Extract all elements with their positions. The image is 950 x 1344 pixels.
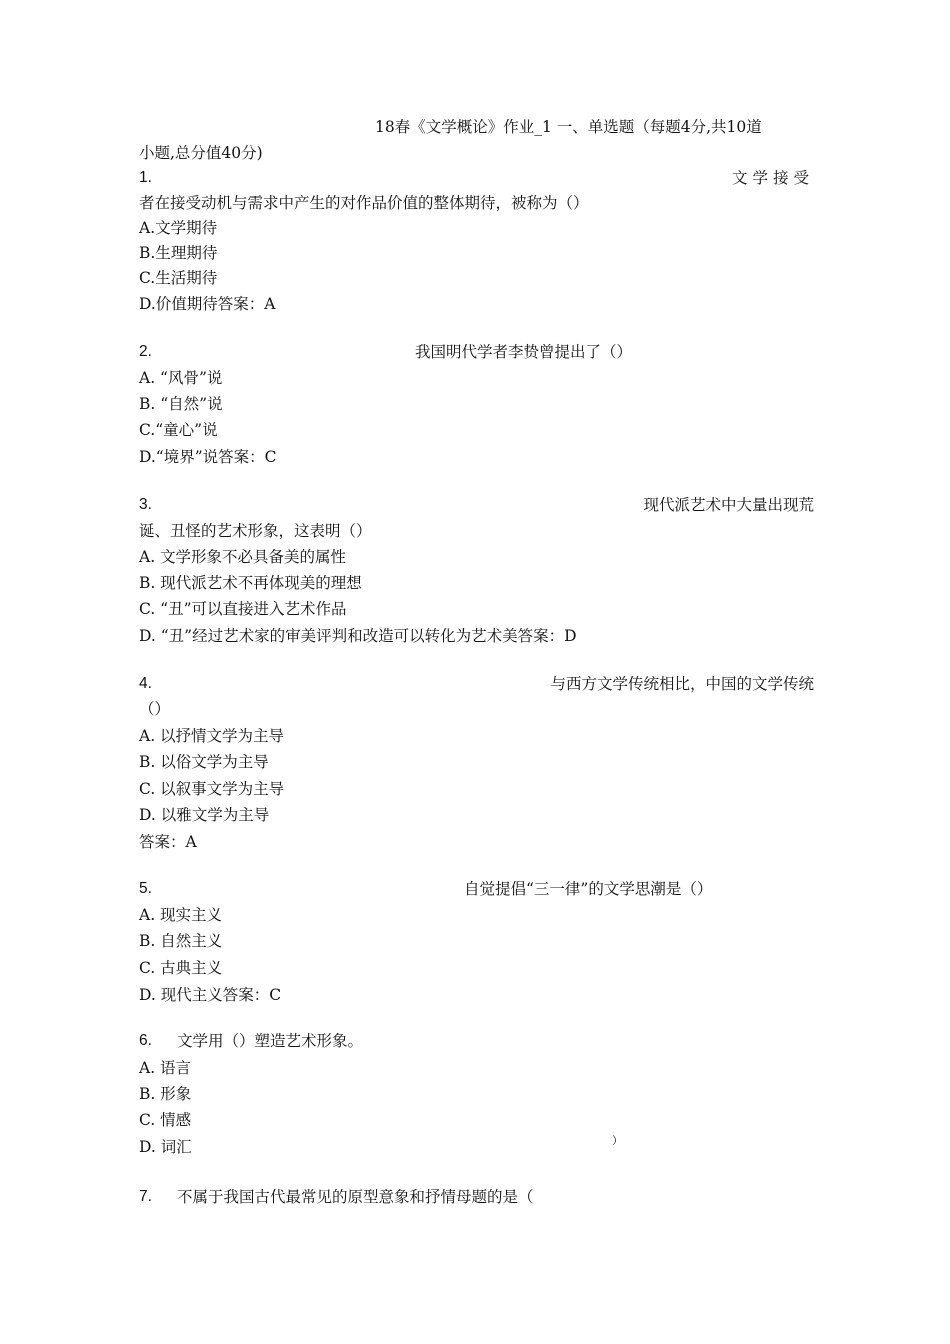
- q6-option-d: D. 词汇: [139, 1138, 192, 1156]
- q3-stem-cont: 诞、丑怪的艺术形象，这表明（）: [139, 522, 372, 540]
- q6-option-c: C. 情感: [139, 1111, 192, 1129]
- doc-title-line1: 18春《文学概论》作业_1 一、单选题（每题4分,共10道: [375, 118, 762, 136]
- q1-option-b: B.生理期待: [139, 244, 218, 262]
- q4-option-b: B. 以俗文学为主导: [139, 753, 269, 771]
- q2-option-c: C.“童心”说: [139, 421, 218, 439]
- q3-option-d-answer: D. “丑”经过艺术家的审美评判和改造可以转化为艺术美答案：D: [139, 627, 577, 645]
- q1-stem-cont: 者在接受动机与需求中产生的对作品价值的整体期待，被称为（）: [139, 194, 589, 212]
- q3-stem-right: 现代派艺术中大量出现荒: [643, 496, 814, 514]
- q2-option-b: B. “自然”说: [139, 395, 223, 413]
- q4-option-c: C. 以叙事文学为主导: [139, 780, 285, 798]
- q2-stem: 我国明代学者李贽曾提出了（）: [415, 343, 633, 361]
- q2-option-d-answer: D.“境界”说答案：C: [139, 448, 277, 466]
- q4-option-d: D. 以雅文学为主导: [139, 806, 270, 824]
- q5-option-a: A. 现实主义: [139, 906, 223, 924]
- q4-number: 4.: [139, 675, 152, 692]
- q6-stem: 文学用（）塑造艺术形象。: [177, 1032, 364, 1050]
- q4-answer: 答案：A: [139, 833, 197, 851]
- q6-option-a: A. 语言: [139, 1059, 192, 1077]
- q5-stem: 自觉提倡“三一律”的文学思潮是（）: [464, 880, 713, 898]
- q3-number: 3.: [139, 496, 152, 513]
- q6-number: 6.: [139, 1032, 152, 1049]
- q5-option-d-answer: D. 现代主义答案：C: [139, 986, 282, 1004]
- q1-option-a: A.文学期待: [139, 219, 218, 237]
- q4-stem-cont: （）: [139, 700, 171, 718]
- q4-option-a: A. 以抒情文学为主导: [139, 727, 285, 745]
- q5-option-b: B. 自然主义: [139, 932, 223, 950]
- q3-option-c: C. “丑”可以直接进入艺术作品: [139, 600, 347, 618]
- q6-option-b: B. 形象: [139, 1085, 192, 1103]
- q2-option-a: A. “风骨”说: [139, 369, 223, 387]
- q1-option-c: C.生活期待: [139, 269, 218, 287]
- q6-stray-mark: ）: [612, 1134, 623, 1147]
- q5-number: 5.: [139, 880, 152, 897]
- q5-option-c: C. 古典主义: [139, 959, 223, 977]
- q1-stem-right: 文学接受: [731, 169, 814, 187]
- q1-number: 1.: [139, 169, 152, 186]
- doc-title-line2: 小题,总分值40分): [139, 144, 263, 162]
- q1-option-d-answer: D.价值期待答案：A: [139, 295, 276, 313]
- q3-option-a: A. 文学形象不必具备美的属性: [139, 548, 347, 566]
- q7-stem: 不属于我国古代最常见的原型意象和抒情母题的是（: [177, 1188, 534, 1206]
- q3-option-b: B. 现代派艺术不再体现美的理想: [139, 574, 362, 592]
- q4-stem-right: 与西方文学传统相比，中国的文学传统: [550, 675, 814, 693]
- q2-number: 2.: [139, 343, 152, 360]
- q7-number: 7.: [139, 1188, 152, 1205]
